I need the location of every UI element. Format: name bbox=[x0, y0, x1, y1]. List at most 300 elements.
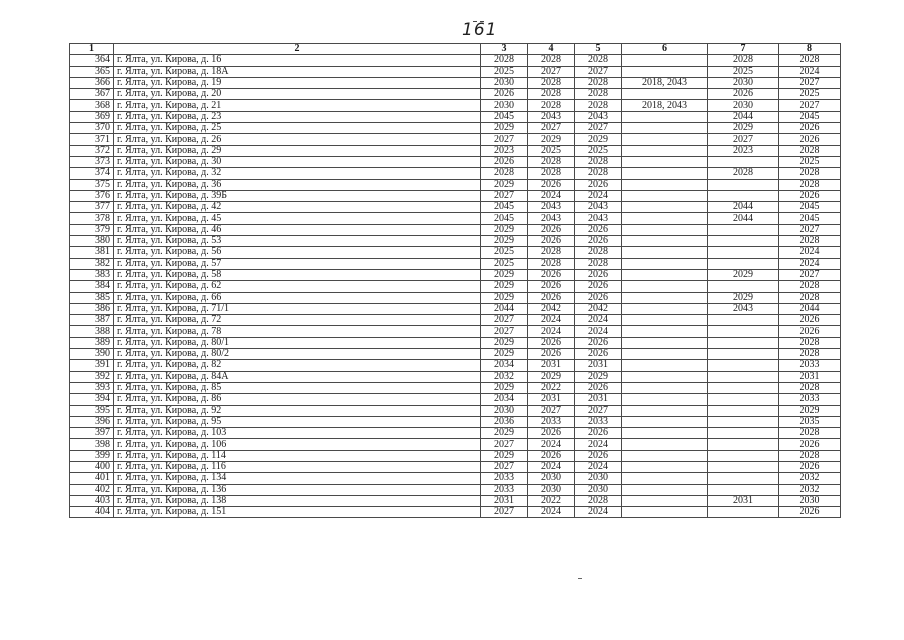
col-header-8: 8 bbox=[779, 44, 841, 55]
address: г. Ялта, ул. Кирова, д. 53 bbox=[114, 236, 481, 247]
value-col-8: 2028 bbox=[779, 179, 841, 190]
value-col-8: 2027 bbox=[779, 269, 841, 280]
row-number: 368 bbox=[70, 100, 114, 111]
value-col-6 bbox=[622, 224, 708, 235]
value-col-3: 2025 bbox=[481, 66, 528, 77]
address: г. Ялта, ул. Кирова, д. 18А bbox=[114, 66, 481, 77]
value-col-4: 2031 bbox=[528, 360, 575, 371]
value-col-5: 2028 bbox=[575, 495, 622, 506]
value-col-3: 2029 bbox=[481, 428, 528, 439]
value-col-8: 2028 bbox=[779, 168, 841, 179]
address: г. Ялта, ул. Кирова, д. 80/1 bbox=[114, 337, 481, 348]
value-col-6 bbox=[622, 236, 708, 247]
table-row bbox=[70, 382, 841, 393]
value-col-7 bbox=[708, 428, 779, 439]
value-col-7: 2029 bbox=[708, 123, 779, 134]
value-col-6 bbox=[622, 145, 708, 156]
value-col-5: 2026 bbox=[575, 292, 622, 303]
value-col-4: 2027 bbox=[528, 405, 575, 416]
value-col-8: 2025 bbox=[779, 156, 841, 167]
value-col-4: 2024 bbox=[528, 507, 575, 518]
table-row bbox=[70, 66, 841, 77]
value-col-7 bbox=[708, 247, 779, 258]
row-number: 391 bbox=[70, 360, 114, 371]
value-col-3: 2030 bbox=[481, 100, 528, 111]
value-col-6 bbox=[622, 190, 708, 201]
value-col-7: 2043 bbox=[708, 303, 779, 314]
value-col-8: 2028 bbox=[779, 349, 841, 360]
value-col-5: 2028 bbox=[575, 258, 622, 269]
value-col-5: 2026 bbox=[575, 450, 622, 461]
value-col-6 bbox=[622, 382, 708, 393]
row-number: 371 bbox=[70, 134, 114, 145]
value-col-3: 2036 bbox=[481, 416, 528, 427]
value-col-3: 2045 bbox=[481, 213, 528, 224]
value-col-5: 2031 bbox=[575, 394, 622, 405]
row-number: 383 bbox=[70, 269, 114, 280]
value-col-6: 2018, 2043 bbox=[622, 100, 708, 111]
address: г. Ялта, ул. Кирова, д. 58 bbox=[114, 269, 481, 280]
address: г. Ялта, ул. Кирова, д. 86 bbox=[114, 394, 481, 405]
value-col-3: 2034 bbox=[481, 360, 528, 371]
value-col-8: 2026 bbox=[779, 315, 841, 326]
value-col-3: 2023 bbox=[481, 145, 528, 156]
value-col-7: 2044 bbox=[708, 111, 779, 122]
row-number: 373 bbox=[70, 156, 114, 167]
value-col-4: 2022 bbox=[528, 382, 575, 393]
value-col-8: 2045 bbox=[779, 213, 841, 224]
value-col-7: 2030 bbox=[708, 100, 779, 111]
value-col-8: 2026 bbox=[779, 326, 841, 337]
value-col-5: 2028 bbox=[575, 168, 622, 179]
row-number: 390 bbox=[70, 349, 114, 360]
row-number: 389 bbox=[70, 337, 114, 348]
row-number: 395 bbox=[70, 405, 114, 416]
row-number: 381 bbox=[70, 247, 114, 258]
value-col-3: 2044 bbox=[481, 303, 528, 314]
table-row bbox=[70, 236, 841, 247]
value-col-7 bbox=[708, 337, 779, 348]
value-col-8: 2027 bbox=[779, 224, 841, 235]
value-col-7 bbox=[708, 360, 779, 371]
table-row bbox=[70, 281, 841, 292]
value-col-5: 2033 bbox=[575, 416, 622, 427]
value-col-7 bbox=[708, 382, 779, 393]
table-row bbox=[70, 77, 841, 88]
value-col-7 bbox=[708, 461, 779, 472]
value-col-4: 2026 bbox=[528, 224, 575, 235]
value-col-8: 2028 bbox=[779, 281, 841, 292]
value-col-3: 2029 bbox=[481, 337, 528, 348]
value-col-7 bbox=[708, 179, 779, 190]
value-col-8: 2025 bbox=[779, 89, 841, 100]
value-col-6 bbox=[622, 303, 708, 314]
value-col-3: 2045 bbox=[481, 202, 528, 213]
value-col-8: 2028 bbox=[779, 292, 841, 303]
value-col-4: 2030 bbox=[528, 473, 575, 484]
value-col-3: 2028 bbox=[481, 168, 528, 179]
value-col-3: 2033 bbox=[481, 484, 528, 495]
value-col-8: 2045 bbox=[779, 111, 841, 122]
value-col-7 bbox=[708, 450, 779, 461]
value-col-7 bbox=[708, 484, 779, 495]
table-row bbox=[70, 168, 841, 179]
address: г. Ялта, ул. Кирова, д. 80/2 bbox=[114, 349, 481, 360]
value-col-3: 2029 bbox=[481, 349, 528, 360]
value-col-5: 2029 bbox=[575, 134, 622, 145]
value-col-8: 2026 bbox=[779, 461, 841, 472]
address: г. Ялта, ул. Кирова, д. 95 bbox=[114, 416, 481, 427]
table-row bbox=[70, 428, 841, 439]
address: г. Ялта, ул. Кирова, д. 92 bbox=[114, 405, 481, 416]
value-col-7 bbox=[708, 394, 779, 405]
table-row bbox=[70, 326, 841, 337]
table-row bbox=[70, 461, 841, 472]
value-col-8: 2028 bbox=[779, 428, 841, 439]
address: г. Ялта, ул. Кирова, д. 20 bbox=[114, 89, 481, 100]
value-col-7 bbox=[708, 439, 779, 450]
table-row bbox=[70, 315, 841, 326]
value-col-4: 2028 bbox=[528, 168, 575, 179]
value-col-8: 2033 bbox=[779, 394, 841, 405]
table-header-row bbox=[70, 44, 841, 55]
table-row bbox=[70, 100, 841, 111]
value-col-4: 2028 bbox=[528, 89, 575, 100]
row-number: 378 bbox=[70, 213, 114, 224]
value-col-5: 2026 bbox=[575, 269, 622, 280]
value-col-3: 2027 bbox=[481, 134, 528, 145]
row-number: 380 bbox=[70, 236, 114, 247]
address: г. Ялта, ул. Кирова, д. 138 bbox=[114, 495, 481, 506]
value-col-4: 2043 bbox=[528, 213, 575, 224]
table-row bbox=[70, 507, 841, 518]
address: г. Ялта, ул. Кирова, д. 32 bbox=[114, 168, 481, 179]
table-row bbox=[70, 473, 841, 484]
address: г. Ялта, ул. Кирова, д. 21 bbox=[114, 100, 481, 111]
value-col-3: 2030 bbox=[481, 77, 528, 88]
col-header-6: 6 bbox=[622, 44, 708, 55]
row-number: 370 bbox=[70, 123, 114, 134]
address: г. Ялта, ул. Кирова, д. 39Б bbox=[114, 190, 481, 201]
value-col-3: 2026 bbox=[481, 156, 528, 167]
value-col-4: 2026 bbox=[528, 281, 575, 292]
row-number: 365 bbox=[70, 66, 114, 77]
value-col-8: 2033 bbox=[779, 360, 841, 371]
value-col-5: 2028 bbox=[575, 55, 622, 66]
value-col-6 bbox=[622, 89, 708, 100]
value-col-6 bbox=[622, 111, 708, 122]
table-row bbox=[70, 371, 841, 382]
value-col-4: 2024 bbox=[528, 190, 575, 201]
row-number: 386 bbox=[70, 303, 114, 314]
value-col-7: 2030 bbox=[708, 77, 779, 88]
address: г. Ялта, ул. Кирова, д. 16 bbox=[114, 55, 481, 66]
row-number: 366 bbox=[70, 77, 114, 88]
value-col-6 bbox=[622, 349, 708, 360]
value-col-5: 2026 bbox=[575, 337, 622, 348]
value-col-4: 2028 bbox=[528, 258, 575, 269]
value-col-7: 2025 bbox=[708, 66, 779, 77]
value-col-5: 2026 bbox=[575, 281, 622, 292]
value-col-5: 2043 bbox=[575, 111, 622, 122]
page-number: 161 bbox=[462, 20, 498, 40]
value-col-8: 2028 bbox=[779, 55, 841, 66]
value-col-5: 2026 bbox=[575, 236, 622, 247]
value-col-5: 2026 bbox=[575, 179, 622, 190]
table-row bbox=[70, 292, 841, 303]
table-row bbox=[70, 224, 841, 235]
address: г. Ялта, ул. Кирова, д. 62 bbox=[114, 281, 481, 292]
value-col-8: 2026 bbox=[779, 134, 841, 145]
row-number: 374 bbox=[70, 168, 114, 179]
value-col-3: 2027 bbox=[481, 326, 528, 337]
row-number: 404 bbox=[70, 507, 114, 518]
row-number: 376 bbox=[70, 190, 114, 201]
value-col-5: 2026 bbox=[575, 382, 622, 393]
table-body bbox=[70, 55, 841, 518]
value-col-5: 2024 bbox=[575, 315, 622, 326]
row-number: 403 bbox=[70, 495, 114, 506]
value-col-6 bbox=[622, 247, 708, 258]
value-col-6 bbox=[622, 179, 708, 190]
value-col-8: 2026 bbox=[779, 439, 841, 450]
value-col-3: 2029 bbox=[481, 269, 528, 280]
value-col-6 bbox=[622, 360, 708, 371]
address: г. Ялта, ул. Кирова, д. 136 bbox=[114, 484, 481, 495]
value-col-4: 2028 bbox=[528, 156, 575, 167]
value-col-7 bbox=[708, 190, 779, 201]
row-number: 396 bbox=[70, 416, 114, 427]
row-number: 372 bbox=[70, 145, 114, 156]
value-col-3: 2026 bbox=[481, 89, 528, 100]
value-col-6 bbox=[622, 123, 708, 134]
row-number: 399 bbox=[70, 450, 114, 461]
value-col-3: 2027 bbox=[481, 315, 528, 326]
address: г. Ялта, ул. Кирова, д. 116 bbox=[114, 461, 481, 472]
value-col-4: 2025 bbox=[528, 145, 575, 156]
address: г. Ялта, ул. Кирова, д. 151 bbox=[114, 507, 481, 518]
value-col-6 bbox=[622, 337, 708, 348]
address: г. Ялта, ул. Кирова, д. 106 bbox=[114, 439, 481, 450]
registry-table bbox=[69, 43, 841, 518]
value-col-6 bbox=[622, 473, 708, 484]
value-col-3: 2033 bbox=[481, 473, 528, 484]
table-row bbox=[70, 349, 841, 360]
value-col-8: 2032 bbox=[779, 484, 841, 495]
address: г. Ялта, ул. Кирова, д. 25 bbox=[114, 123, 481, 134]
table-row bbox=[70, 484, 841, 495]
row-number: 369 bbox=[70, 111, 114, 122]
table-row bbox=[70, 439, 841, 450]
value-col-4: 2024 bbox=[528, 315, 575, 326]
value-col-6 bbox=[622, 292, 708, 303]
value-col-3: 2027 bbox=[481, 190, 528, 201]
value-col-8: 2028 bbox=[779, 236, 841, 247]
row-number: 398 bbox=[70, 439, 114, 450]
value-col-4: 2024 bbox=[528, 326, 575, 337]
table-row bbox=[70, 450, 841, 461]
value-col-5: 2030 bbox=[575, 484, 622, 495]
row-number: 402 bbox=[70, 484, 114, 495]
value-col-5: 2024 bbox=[575, 507, 622, 518]
address: г. Ялта, ул. Кирова, д. 72 bbox=[114, 315, 481, 326]
value-col-3: 2045 bbox=[481, 111, 528, 122]
value-col-8: 2028 bbox=[779, 382, 841, 393]
value-col-6 bbox=[622, 134, 708, 145]
value-col-8: 2028 bbox=[779, 450, 841, 461]
col-header-2: 2 bbox=[114, 44, 481, 55]
value-col-7: 2029 bbox=[708, 269, 779, 280]
address: г. Ялта, ул. Кирова, д. 19 bbox=[114, 77, 481, 88]
table-row bbox=[70, 145, 841, 156]
col-header-1: 1 bbox=[70, 44, 114, 55]
row-number: 401 bbox=[70, 473, 114, 484]
value-col-6 bbox=[622, 315, 708, 326]
table-row bbox=[70, 337, 841, 348]
value-col-8: 2026 bbox=[779, 190, 841, 201]
address: г. Ялта, ул. Кирова, д. 42 bbox=[114, 202, 481, 213]
value-col-6 bbox=[622, 416, 708, 427]
table-row bbox=[70, 258, 841, 269]
table-row bbox=[70, 360, 841, 371]
value-col-4: 2026 bbox=[528, 450, 575, 461]
value-col-7 bbox=[708, 224, 779, 235]
value-col-4: 2026 bbox=[528, 337, 575, 348]
value-col-6 bbox=[622, 168, 708, 179]
value-col-4: 2027 bbox=[528, 66, 575, 77]
row-number: 384 bbox=[70, 281, 114, 292]
table-row bbox=[70, 303, 841, 314]
value-col-4: 2042 bbox=[528, 303, 575, 314]
value-col-3: 2029 bbox=[481, 236, 528, 247]
value-col-3: 2030 bbox=[481, 405, 528, 416]
table-row bbox=[70, 495, 841, 506]
value-col-4: 2033 bbox=[528, 416, 575, 427]
value-col-4: 2026 bbox=[528, 349, 575, 360]
table-row bbox=[70, 416, 841, 427]
value-col-7: 2023 bbox=[708, 145, 779, 156]
col-header-3: 3 bbox=[481, 44, 528, 55]
table-row bbox=[70, 405, 841, 416]
value-col-8: 2024 bbox=[779, 258, 841, 269]
value-col-8: 2027 bbox=[779, 77, 841, 88]
row-number: 385 bbox=[70, 292, 114, 303]
value-col-8: 2030 bbox=[779, 495, 841, 506]
value-col-6 bbox=[622, 394, 708, 405]
value-col-7: 2027 bbox=[708, 134, 779, 145]
value-col-4: 2043 bbox=[528, 111, 575, 122]
value-col-4: 2028 bbox=[528, 77, 575, 88]
value-col-6 bbox=[622, 484, 708, 495]
value-col-4: 2027 bbox=[528, 123, 575, 134]
value-col-6 bbox=[622, 450, 708, 461]
address: г. Ялта, ул. Кирова, д. 57 bbox=[114, 258, 481, 269]
value-col-6 bbox=[622, 405, 708, 416]
row-number: 393 bbox=[70, 382, 114, 393]
value-col-5: 2028 bbox=[575, 89, 622, 100]
value-col-6 bbox=[622, 495, 708, 506]
value-col-6 bbox=[622, 326, 708, 337]
address: г. Ялта, ул. Кирова, д. 103 bbox=[114, 428, 481, 439]
value-col-4: 2043 bbox=[528, 202, 575, 213]
value-col-6 bbox=[622, 269, 708, 280]
value-col-5: 2028 bbox=[575, 247, 622, 258]
table-row bbox=[70, 123, 841, 134]
value-col-7 bbox=[708, 473, 779, 484]
value-col-8: 2024 bbox=[779, 66, 841, 77]
value-col-3: 2029 bbox=[481, 382, 528, 393]
address: г. Ялта, ул. Кирова, д. 26 bbox=[114, 134, 481, 145]
value-col-8: 2028 bbox=[779, 145, 841, 156]
value-col-5: 2028 bbox=[575, 77, 622, 88]
value-col-3: 2029 bbox=[481, 450, 528, 461]
value-col-7 bbox=[708, 416, 779, 427]
value-col-5: 2031 bbox=[575, 360, 622, 371]
value-col-7: 2044 bbox=[708, 213, 779, 224]
value-col-3: 2032 bbox=[481, 371, 528, 382]
value-col-6 bbox=[622, 258, 708, 269]
table-row bbox=[70, 190, 841, 201]
value-col-5: 2026 bbox=[575, 224, 622, 235]
value-col-8: 2031 bbox=[779, 371, 841, 382]
value-col-6 bbox=[622, 213, 708, 224]
row-number: 375 bbox=[70, 179, 114, 190]
value-col-4: 2026 bbox=[528, 292, 575, 303]
scan-artifact bbox=[578, 578, 582, 579]
value-col-6 bbox=[622, 461, 708, 472]
address: г. Ялта, ул. Кирова, д. 23 bbox=[114, 111, 481, 122]
value-col-6: 2018, 2043 bbox=[622, 77, 708, 88]
value-col-6 bbox=[622, 507, 708, 518]
row-number: 382 bbox=[70, 258, 114, 269]
address: г. Ялта, ул. Кирова, д. 78 bbox=[114, 326, 481, 337]
value-col-7 bbox=[708, 258, 779, 269]
value-col-5: 2026 bbox=[575, 349, 622, 360]
value-col-8: 2035 bbox=[779, 416, 841, 427]
row-number: 394 bbox=[70, 394, 114, 405]
value-col-6 bbox=[622, 281, 708, 292]
table-row bbox=[70, 179, 841, 190]
address: г. Ялта, ул. Кирова, д. 29 bbox=[114, 145, 481, 156]
value-col-7: 2031 bbox=[708, 495, 779, 506]
value-col-7 bbox=[708, 405, 779, 416]
row-number: 387 bbox=[70, 315, 114, 326]
value-col-4: 2026 bbox=[528, 428, 575, 439]
value-col-7: 2028 bbox=[708, 168, 779, 179]
value-col-5: 2024 bbox=[575, 461, 622, 472]
value-col-8: 2032 bbox=[779, 473, 841, 484]
value-col-5: 2043 bbox=[575, 213, 622, 224]
value-col-6 bbox=[622, 66, 708, 77]
address: г. Ялта, ул. Кирова, д. 84А bbox=[114, 371, 481, 382]
table-row bbox=[70, 55, 841, 66]
address: г. Ялта, ул. Кирова, д. 66 bbox=[114, 292, 481, 303]
value-col-5: 2030 bbox=[575, 473, 622, 484]
table-row bbox=[70, 111, 841, 122]
value-col-3: 2029 bbox=[481, 179, 528, 190]
value-col-3: 2027 bbox=[481, 439, 528, 450]
row-number: 392 bbox=[70, 371, 114, 382]
value-col-7: 2026 bbox=[708, 89, 779, 100]
address: г. Ялта, ул. Кирова, д. 71/1 bbox=[114, 303, 481, 314]
value-col-5: 2042 bbox=[575, 303, 622, 314]
value-col-3: 2025 bbox=[481, 258, 528, 269]
value-col-6 bbox=[622, 202, 708, 213]
value-col-4: 2029 bbox=[528, 134, 575, 145]
value-col-4: 2029 bbox=[528, 371, 575, 382]
value-col-8: 2024 bbox=[779, 247, 841, 258]
value-col-3: 2029 bbox=[481, 224, 528, 235]
